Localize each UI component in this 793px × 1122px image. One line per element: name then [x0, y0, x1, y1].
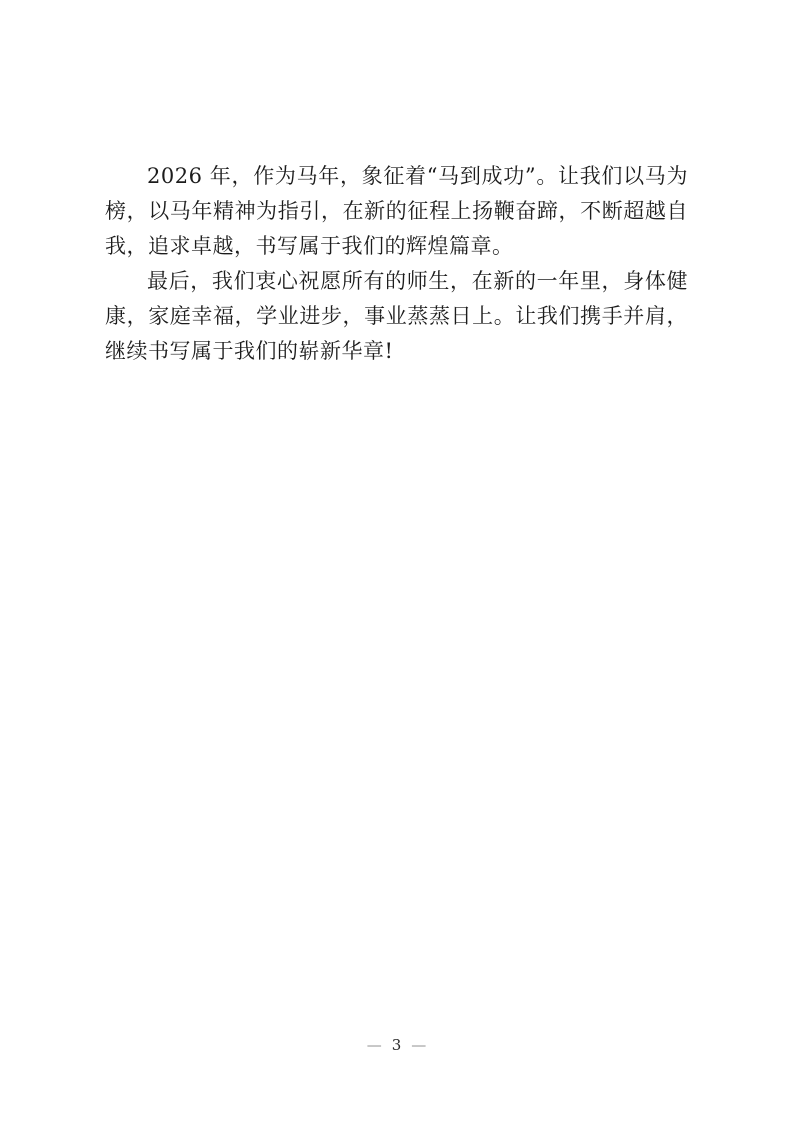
footer-dash-right: — [411, 1036, 427, 1054]
document-body [105, 159, 688, 369]
paragraph-2: 最后，我们衷心祝愿所有的师生，在新的一年里，身体健康，家庭幸福，学业进步，事业蒸蒸日上。让我们携手并肩，继续书写属于我们的崭新华章! [105, 269, 688, 363]
page-footer [0, 1035, 793, 1055]
page-number: 3 [391, 1036, 402, 1054]
footer-dash-left: — [366, 1036, 382, 1054]
paragraph-1: 2026 年，作为马年，象征着“马到成功”。让我们以马为榜，以马年精神为指引，在新的征程上扬鞭奋蹄，不断超越自我，追求卓越，书写属于我们的辉煌篇章。 [105, 164, 688, 258]
